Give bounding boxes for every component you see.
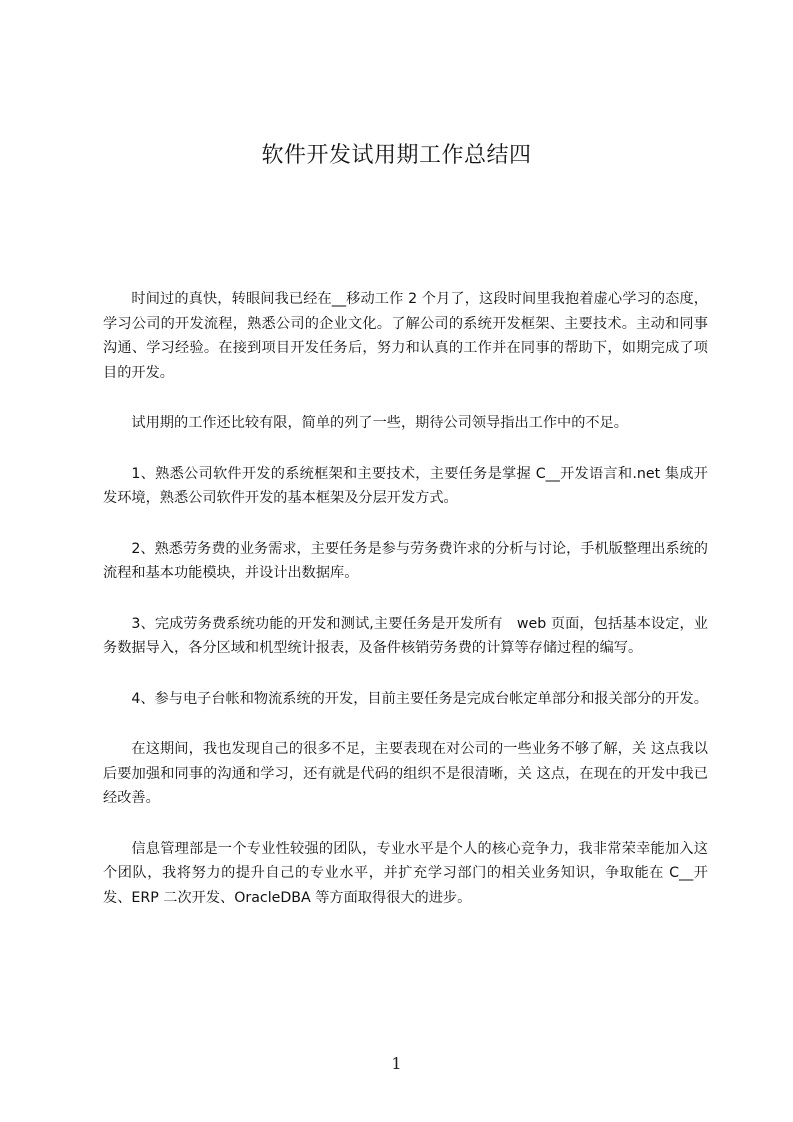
paragraph-item-4: 4、参与电子台帐和物流系统的开发，目前主要任务是完成台帐定单部分和报关部分的开发。 xyxy=(131,690,708,707)
paragraph-intro: 时间过的真快，转眼间我已经在__移动工作 2 个月了，这段时间里我抱着虚心学习的态度，学习公司的开发流程，熟悉公司的企业文化。了解公司的系统开发框架、主要技术。主动和同事沟通、学习经验。在接到项目开发任务后，努力和认真的工作并在同事的帮助下，如期完成了项目的开发。 xyxy=(103,291,708,381)
paragraph-shortcomings: 在这期间，我也发现自己的很多不足，主要表现在对公司的一些业务不够了解，关 这点我以后要加强和同事的沟通和学习，还有就是代码的组织不是很清晰，关 这点，在现在的开发中我已经改善。 xyxy=(103,741,708,806)
paragraph-summary: 试用期的工作还比较有限，简单的列了一些，期待公司领导指出工作中的不足。 xyxy=(131,415,628,431)
document-body xyxy=(103,287,708,936)
paragraph-conclusion: 信息管理部是一个专业性较强的团队，专业水平是个人的核心竞争力，我非常荣幸能加入这个团队，我将努力的提升自己的专业水平，并扩充学习部门的相关业务知识，争取能在 C__开发、ERP 二次开发、OracleDBA 等方面取得很大的进步。 xyxy=(103,840,708,906)
document-title: 软件开发试用期工作总结四 xyxy=(261,143,532,168)
paragraph-item-3: 3、完成劳务费系统功能的开发和测试,主要任务是开发所有 web 页面，包括基本设定，业务数据导入，各分区域和机型统计报表，及备件核销劳务费的计算等存储过程的编写。 xyxy=(103,615,708,656)
paragraph-item-2: 2、熟悉劳务费的业务需求，主要任务是参与劳务费许求的分析与讨论，手机版整理出系统的流程和基本功能模块，并设计出数据库。 xyxy=(103,540,708,581)
paragraph-item-1: 1、熟悉公司软件开发的系统框架和主要技术，主要任务是掌握 C__开发语言和.net 集成开发环境，熟悉公司软件开发的基本框架及分层开发方式。 xyxy=(103,465,708,506)
page-number: 1 xyxy=(391,1054,402,1073)
